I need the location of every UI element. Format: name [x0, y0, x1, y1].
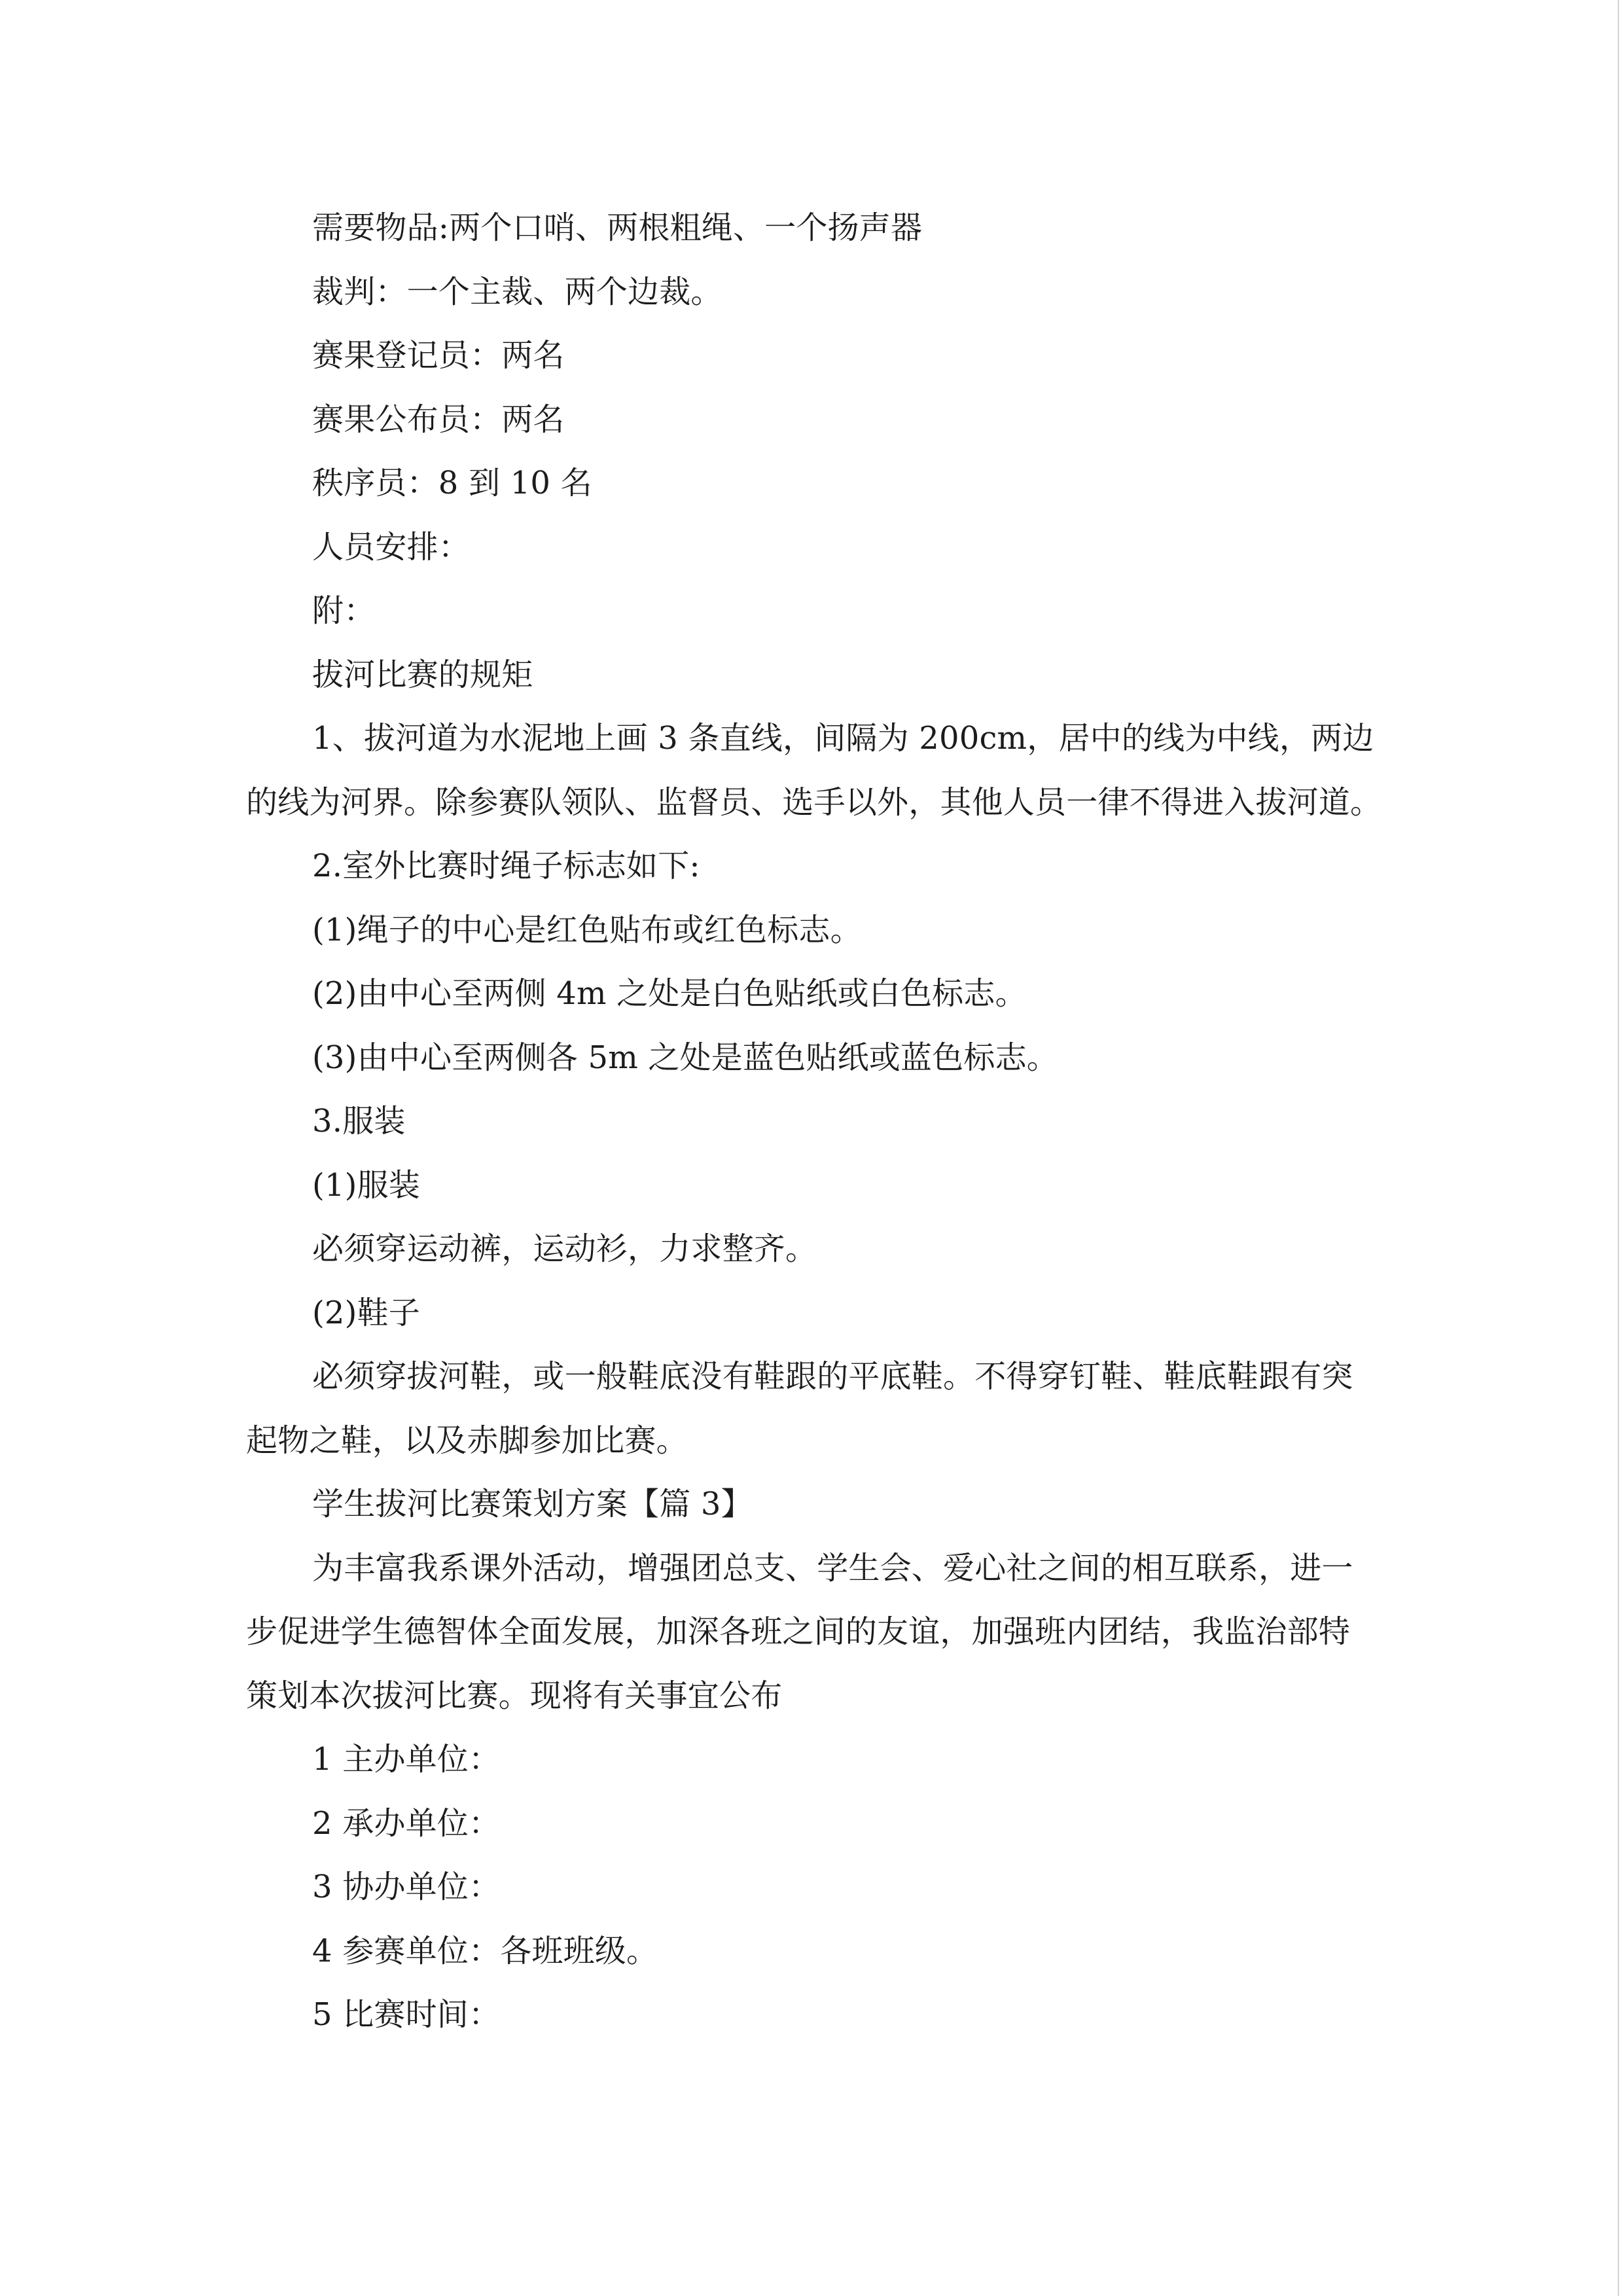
text-line: 5 比赛时间：: [312, 1996, 501, 2033]
paragraph-rule-2-3: [246, 1026, 1398, 1090]
paragraph-staffing: [246, 516, 1398, 580]
section-heading-plan-3: [246, 1473, 1398, 1537]
paragraph-co-organizer: [246, 1856, 1398, 1920]
paragraph-organizer: [246, 1728, 1398, 1792]
paragraph-rule-1: [246, 707, 1398, 834]
text-line: (1)服装: [312, 1166, 420, 1204]
paragraph-result-recorders: [246, 324, 1398, 388]
paragraph-clothing-detail: [246, 1217, 1398, 1282]
section-heading-rules: [246, 643, 1398, 708]
text-line: 拔河比赛的规矩: [312, 656, 533, 693]
text-line: 需要物品:两个口哨、两根粗绳、一个扬声器: [312, 209, 923, 246]
text-line: 人员安排：: [312, 528, 471, 565]
paragraph-rule-2-2: [246, 962, 1398, 1026]
text-line: 策划本次拔河比赛。现将有关事宜公布: [246, 1677, 783, 1714]
text-line: 2 承办单位：: [312, 1804, 501, 1842]
text-line: 的线为河界。除参赛队领队、监督员、选手以外，其他人员一律不得进入拔河道。: [246, 783, 1382, 821]
text-line: 裁判：一个主裁、两个边裁。: [312, 273, 722, 310]
paragraph-host: [246, 1792, 1398, 1856]
text-line: (2)鞋子: [312, 1294, 420, 1331]
text-line: 赛果公布员：两名: [312, 401, 565, 438]
text-line: 2.室外比赛时绳子标志如下:: [312, 848, 700, 884]
text-line: (1)绳子的中心是红色贴布或红色标志。: [312, 911, 862, 948]
paragraph-shoes-detail: [246, 1345, 1398, 1473]
paragraph-plan-intro: [246, 1537, 1398, 1729]
text-line: 秩序员：8 到 10 名: [312, 465, 592, 501]
text-line: 3.服装: [312, 1103, 406, 1139]
text-line: 必须穿运动裤，运动衫，力求整齐。: [312, 1230, 817, 1267]
text-line: 3 协办单位：: [312, 1869, 501, 1905]
document-body: [246, 196, 1398, 2047]
paragraph-referees: [246, 260, 1398, 325]
text-line: 4 参赛单位：各班班级。: [312, 1932, 658, 1969]
paragraph-rule-3-2: [246, 1282, 1398, 1346]
paragraph-order-keepers: [246, 452, 1398, 516]
text-line: 步促进学生德智体全面发展，加深各班之间的友谊，加强班内团结，我监治部特: [246, 1613, 1351, 1650]
text-line: 赛果登记员：两名: [312, 337, 565, 374]
text-line: 附：: [312, 592, 376, 629]
text-line: 必须穿拔河鞋，或一般鞋底没有鞋跟的平底鞋。不得穿钉鞋、鞋底鞋跟有突: [312, 1358, 1353, 1395]
paragraph-items-needed: [246, 196, 1398, 260]
paragraph-time: [246, 1983, 1398, 2047]
text-line: (3)由中心至两侧各 5m 之处是蓝色贴纸或蓝色标志。: [312, 1039, 1058, 1076]
text-line: 起物之鞋，以及赤脚参加比赛。: [246, 1422, 688, 1459]
paragraph-rule-2: [246, 834, 1398, 899]
text-line: 1 主办单位：: [312, 1741, 501, 1778]
paragraph-rule-3-1: [246, 1154, 1398, 1218]
paragraph-participants: [246, 1920, 1398, 1984]
text-line: (2)由中心至两侧 4m 之处是白色贴纸或白色标志。: [312, 975, 1027, 1012]
paragraph-result-announcers: [246, 388, 1398, 452]
paragraph-rule-2-1: [246, 899, 1398, 963]
text-line: 为丰富我系课外活动，增强团总支、学生会、爱心社之间的相互联系，进一: [312, 1549, 1353, 1587]
paragraph-appendix: [246, 579, 1398, 643]
page-edge-line: [1618, 0, 1619, 2296]
paragraph-rule-3: [246, 1090, 1398, 1154]
text-line: 学生拔河比赛策划方案【篇 3】: [312, 1486, 753, 1522]
text-line: 1、拔河道为水泥地上画 3 条直线，间隔为 200cm，居中的线为中线，两边: [312, 720, 1374, 757]
